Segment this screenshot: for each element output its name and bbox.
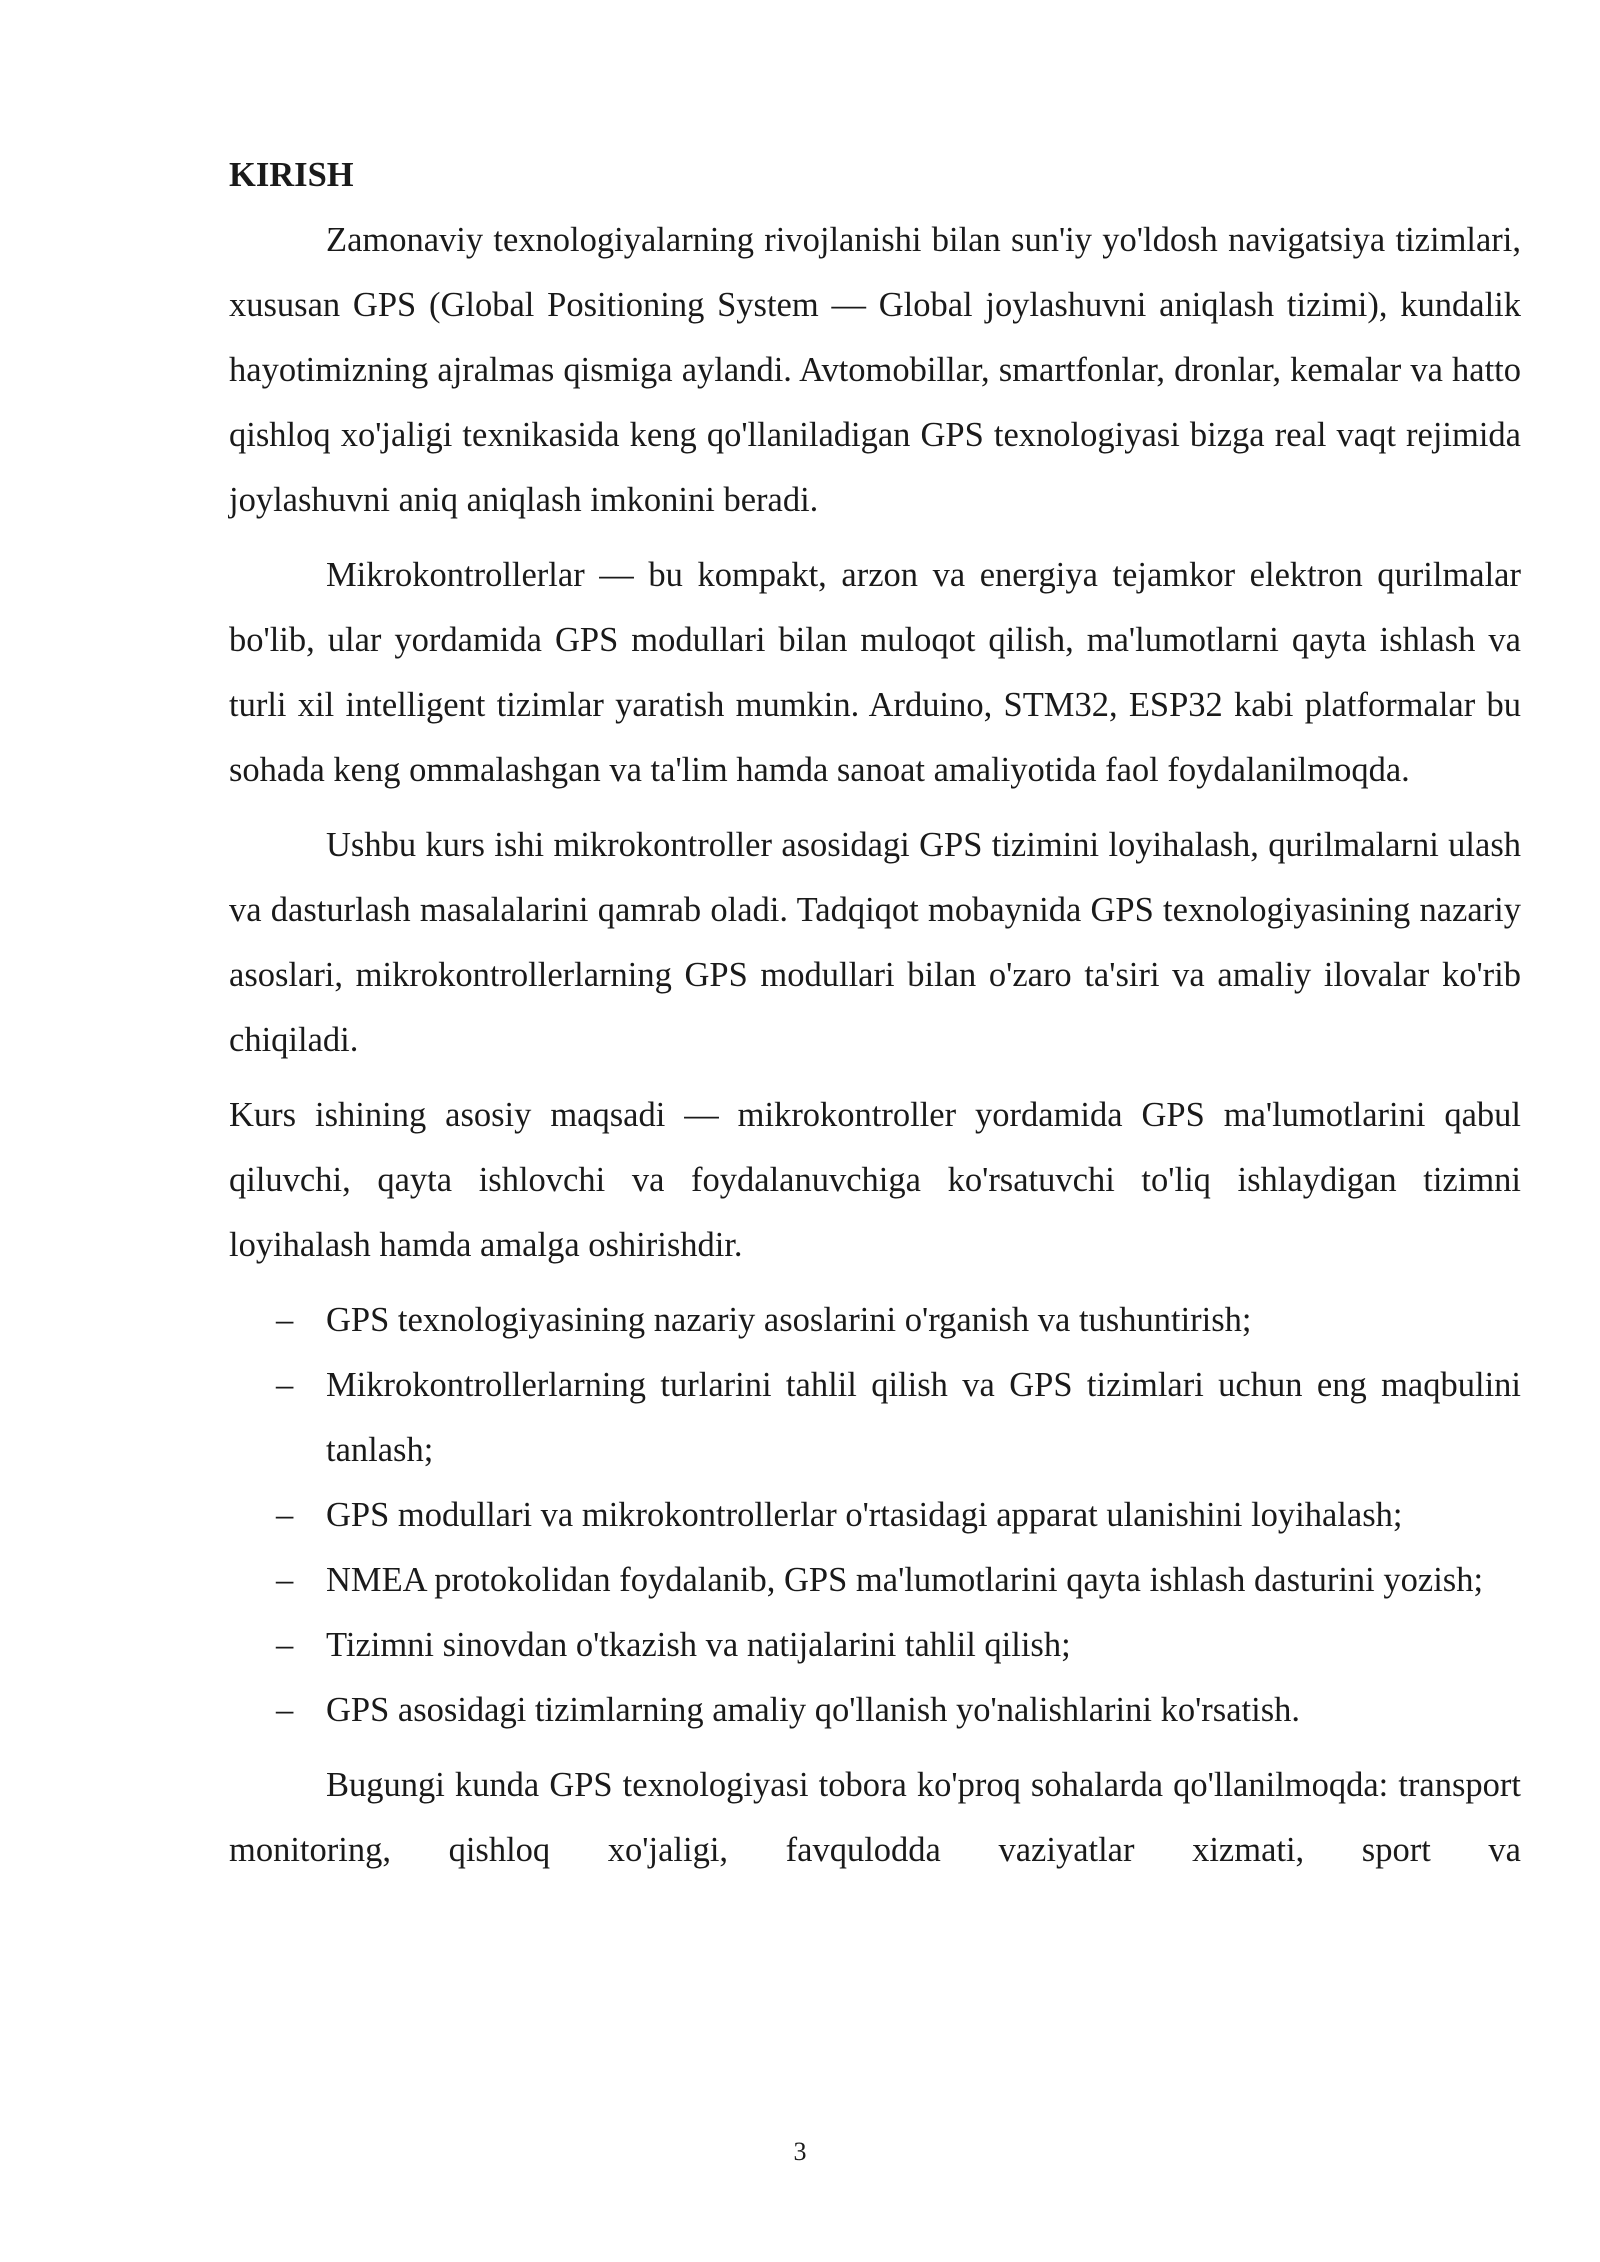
list-item — [229, 1483, 1521, 1548]
list-item-text: Tizimni sinovdan o'tkazish va natijalarini tahlil qilish; — [326, 1626, 1071, 1664]
list-dash: – — [276, 1626, 294, 1664]
list-item-text: Mikrokontrollerlarning turlarini tahlil qilish va GPS tizimlari uchun eng maqbulini tanlash; — [326, 1366, 1521, 1469]
list-item-text: GPS texnologiyasining nazariy asoslarini o'rganish va tushuntirish; — [326, 1301, 1252, 1339]
list-item — [229, 1288, 1521, 1353]
section-heading: KIRISH — [229, 156, 354, 194]
page-content — [229, 143, 1521, 1883]
list-dash: – — [276, 1366, 294, 1404]
paragraph-course-goal: Kurs ishining asosiy maqsadi — mikrokontroller yordamida GPS ma'lumotlarini qabul qiluvchi, qayta ishlovchi va foydalanuvchiga ko'rsatuvchi to'liq ishlaydigan tizimni loyihalash hamda amalga oshirishdir. — [229, 1096, 1521, 1264]
list-dash: – — [276, 1691, 294, 1729]
list-item-text: GPS modullari va mikrokontrollerlar o'rtasidagi apparat ulanishini loyihalash; — [326, 1496, 1403, 1534]
list-dash: – — [276, 1496, 294, 1534]
page-number: 3 — [793, 2137, 807, 2166]
goals-list — [229, 1288, 1521, 1743]
list-item-text: NMEA protokolidan foydalanib, GPS ma'lumotlarini qayta ishlash dasturini yozish; — [326, 1561, 1484, 1599]
list-item — [229, 1548, 1521, 1613]
paragraph-applications: Bugungi kunda GPS texnologiyasi tobora ko'proq sohalarda qo'llanilmoqda: transport monitoring, qishloq xo'jaligi, favqulodda vaziyatlar xizmati, sport va — [229, 1766, 1521, 1869]
paragraph-course-scope: Ushbu kurs ishi mikrokontroller asosidagi GPS tizimini loyihalash, qurilmalarni ulash va dasturlash masalalarini qamrab oladi. Tadqiqot mobaynida GPS texnologiyasining nazariy asoslari, mikrokontrollerlarning GPS modullari bilan o'zaro ta'siri va amaliy ilovalar ko'rib chiqiladi. — [229, 826, 1521, 1059]
list-item — [229, 1613, 1521, 1678]
list-item — [229, 1353, 1521, 1483]
list-dash: – — [276, 1301, 294, 1339]
list-dash: – — [276, 1561, 294, 1599]
list-item-text: GPS asosidagi tizimlarning amaliy qo'llanish yo'nalishlarini ko'rsatish. — [326, 1691, 1301, 1729]
list-item — [229, 1678, 1521, 1743]
paragraph-microcontrollers: Mikrokontrollerlar — bu kompakt, arzon va energiya tejamkor elektron qurilmalar bo'lib, ular yordamida GPS modullari bilan muloqot qilish, ma'lumotlarni qayta ishlash va turli xil intelligent tizimlar yaratish mumkin. Arduino, STM32, ESP32 kabi platformalar bu sohada keng ommalashgan va ta'lim hamda sanoat amaliyotida faol foydalanilmoqda. — [229, 556, 1521, 789]
paragraph-intro: Zamonaviy texnologiyalarning rivojlanishi bilan sun'iy yo'ldosh navigatsiya tizimlari, xususan GPS (Global Positioning System — Global joylashuvni aniqlash tizimi), kundalik hayotimizning ajralmas qismiga aylandi. Avtomobillar, smartfonlar, dronlar, kemalar va hatto qishloq xo'jaligi texnikasida keng qo'llaniladigan GPS texnologiyasi bizga real vaqt rejimida joylashuvni aniq aniqlash imkonini beradi. — [229, 221, 1521, 519]
